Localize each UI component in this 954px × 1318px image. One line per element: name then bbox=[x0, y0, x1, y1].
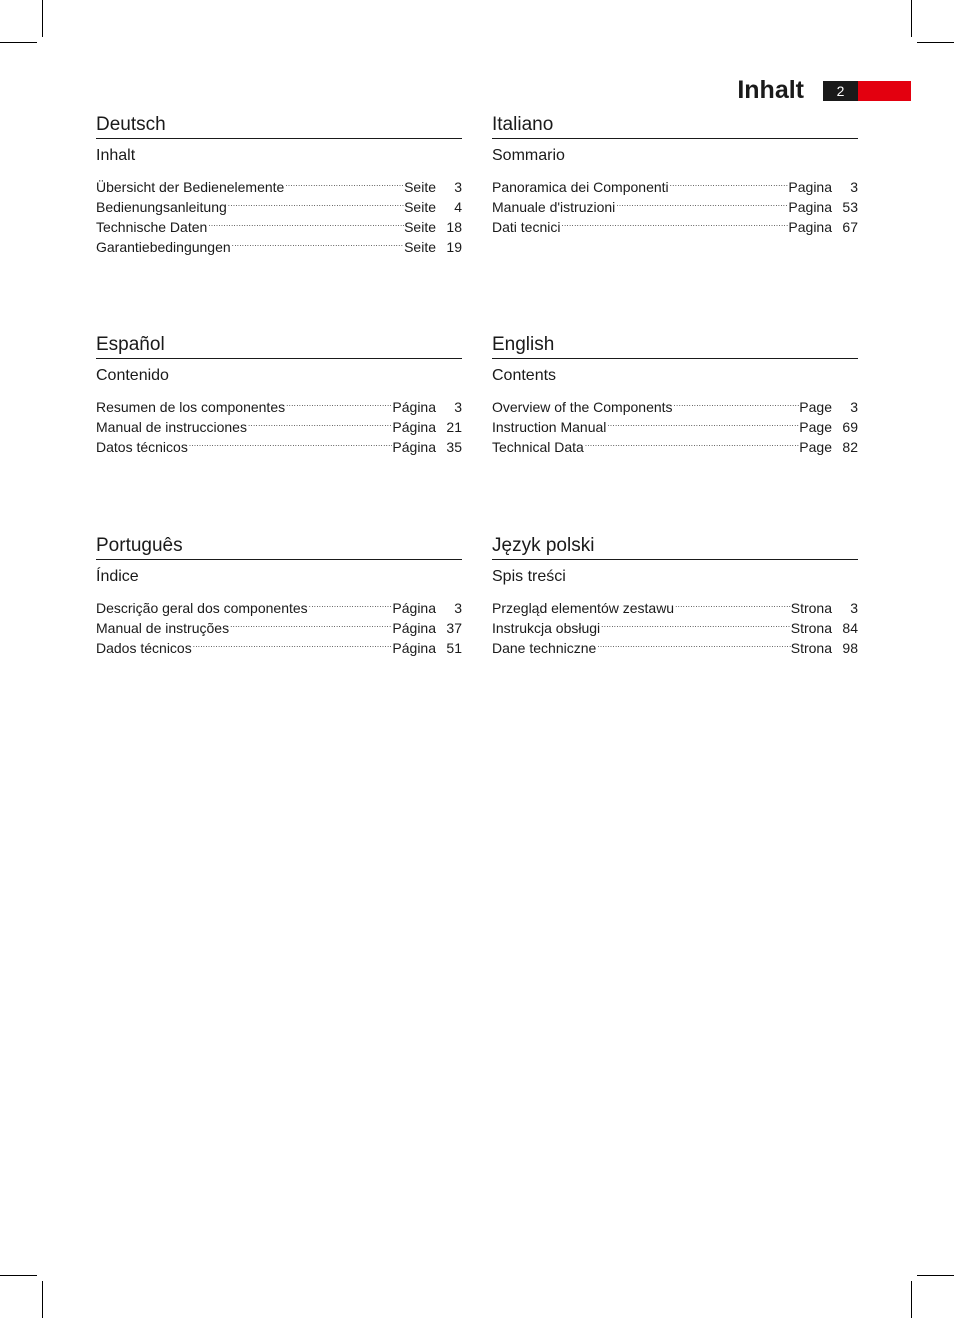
toc-page-number: 35 bbox=[446, 439, 462, 455]
toc-page-number: 19 bbox=[446, 239, 462, 255]
section-espanol bbox=[96, 333, 462, 455]
section-language: English bbox=[492, 333, 858, 359]
toc-leader bbox=[285, 392, 392, 412]
section-language: Deutsch bbox=[96, 113, 462, 139]
toc-entry[interactable] bbox=[96, 172, 462, 195]
toc-page-number: 53 bbox=[842, 199, 858, 215]
toc-label: Technical Data bbox=[492, 439, 584, 455]
toc-leader bbox=[600, 613, 791, 633]
toc-page-word: Strona bbox=[790, 620, 832, 636]
toc-label: Dati tecnici bbox=[492, 219, 561, 235]
crop-mark bbox=[917, 1275, 954, 1276]
crop-mark bbox=[42, 1281, 43, 1318]
toc-leader bbox=[308, 593, 393, 613]
toc-page-word: Page bbox=[799, 399, 832, 415]
toc-label: Instrukcja obsługi bbox=[492, 620, 601, 636]
toc-leader bbox=[606, 412, 799, 432]
section-language: Español bbox=[96, 333, 462, 359]
toc-page-word: Page bbox=[799, 419, 832, 435]
toc-entry[interactable] bbox=[96, 392, 462, 415]
toc-page-word: Strona bbox=[790, 640, 832, 656]
section-language: Italiano bbox=[492, 113, 858, 139]
section-portugues bbox=[96, 534, 462, 656]
toc-label: Bedienungsanleitung bbox=[96, 199, 227, 215]
toc-label: Übersicht der Bedienelemente bbox=[96, 179, 285, 195]
section-subtitle: Spis treści bbox=[492, 568, 566, 585]
toc-leader bbox=[560, 212, 788, 232]
toc-page-number: 51 bbox=[446, 640, 462, 656]
toc-label: Manual de instruções bbox=[96, 620, 230, 636]
toc-label: Przegląd elementów zestawu bbox=[492, 600, 675, 616]
toc-page-number: 67 bbox=[842, 219, 858, 235]
toc-leader bbox=[247, 412, 392, 432]
toc-page-word: Page bbox=[799, 439, 832, 455]
toc-label: Overview of the Components bbox=[492, 399, 673, 415]
toc-entry[interactable] bbox=[492, 172, 858, 195]
toc-page-number: 3 bbox=[454, 179, 462, 195]
toc-page-number: 18 bbox=[446, 219, 462, 235]
toc-leader bbox=[284, 172, 404, 192]
toc-label: Manuale d'istruzioni bbox=[492, 199, 616, 215]
toc-page-word: Seite bbox=[404, 179, 436, 195]
toc-leader bbox=[596, 633, 790, 653]
toc-leader bbox=[188, 432, 393, 452]
toc-leader bbox=[227, 192, 404, 212]
toc-page-number: 21 bbox=[446, 419, 462, 435]
toc-label: Dane techniczne bbox=[492, 640, 597, 656]
toc-leader bbox=[674, 593, 791, 613]
toc-page-word: Página bbox=[392, 600, 436, 616]
section-subtitle: Sommario bbox=[492, 147, 565, 164]
toc-label: Garantiebedingungen bbox=[96, 239, 231, 255]
toc-page-number: 98 bbox=[842, 640, 858, 656]
toc-page-number: 3 bbox=[850, 179, 858, 195]
toc-leader bbox=[231, 232, 404, 252]
crop-mark bbox=[911, 0, 912, 37]
section-english bbox=[492, 333, 858, 455]
toc-page-word: Seite bbox=[404, 219, 436, 235]
toc-page-number: 4 bbox=[454, 199, 462, 215]
toc-entry[interactable] bbox=[492, 593, 858, 616]
accent-bar bbox=[858, 81, 911, 101]
toc-page-word: Página bbox=[392, 640, 436, 656]
toc-page-word: Seite bbox=[404, 199, 436, 215]
toc-leader bbox=[207, 212, 404, 232]
toc-entry[interactable] bbox=[492, 392, 858, 415]
toc-leader bbox=[229, 613, 392, 633]
toc-page-word: Página bbox=[392, 419, 436, 435]
section-subtitle: Contents bbox=[492, 367, 557, 384]
toc-page-word: Pagina bbox=[788, 179, 832, 195]
section-italiano bbox=[492, 113, 858, 235]
toc-page-word: Strona bbox=[790, 600, 832, 616]
toc-page-number: 69 bbox=[842, 419, 858, 435]
toc-page-word: Página bbox=[392, 439, 436, 455]
toc-leader bbox=[584, 432, 799, 452]
toc-label: Manual de instrucciones bbox=[96, 419, 247, 435]
section-subtitle: Contenido bbox=[96, 367, 169, 384]
crop-mark bbox=[42, 0, 43, 37]
toc-label: Resumen de los componentes bbox=[96, 399, 286, 415]
toc-leader bbox=[673, 392, 800, 412]
toc-leader bbox=[192, 633, 393, 653]
toc-label: Descrição geral dos componentes bbox=[96, 600, 308, 616]
section-language: Język polski bbox=[492, 534, 858, 560]
crop-mark bbox=[0, 1275, 37, 1276]
page-title: Inhalt bbox=[737, 76, 804, 104]
section-subtitle: Índice bbox=[96, 568, 139, 585]
toc-page-number: 82 bbox=[842, 439, 858, 455]
toc-page-number: 3 bbox=[850, 600, 858, 616]
section-polski bbox=[492, 534, 858, 656]
toc-page-word: Seite bbox=[404, 239, 436, 255]
toc-page-word: Página bbox=[392, 620, 436, 636]
toc-leader bbox=[669, 172, 789, 192]
section-deutsch bbox=[96, 113, 462, 255]
toc-page-word: Página bbox=[392, 399, 436, 415]
toc-page-number: 37 bbox=[446, 620, 462, 636]
toc-page-number: 3 bbox=[850, 399, 858, 415]
crop-mark bbox=[911, 1281, 912, 1318]
toc-label: Technische Daten bbox=[96, 219, 208, 235]
section-subtitle: Inhalt bbox=[96, 147, 136, 164]
toc-label: Dados técnicos bbox=[96, 640, 192, 656]
toc-page-number: 84 bbox=[842, 620, 858, 636]
toc-page-word: Pagina bbox=[788, 199, 832, 215]
toc-leader bbox=[615, 192, 788, 212]
toc-label: Panoramica dei Componenti bbox=[492, 179, 669, 195]
section-language: Português bbox=[96, 534, 462, 560]
page-number: 2 bbox=[823, 81, 858, 101]
crop-mark bbox=[0, 42, 37, 43]
toc-page-word: Pagina bbox=[788, 219, 832, 235]
toc-label: Datos técnicos bbox=[96, 439, 188, 455]
toc-page-number: 3 bbox=[454, 600, 462, 616]
crop-mark bbox=[917, 42, 954, 43]
toc-label: Instruction Manual bbox=[492, 419, 607, 435]
toc-page-number: 3 bbox=[454, 399, 462, 415]
toc-entry[interactable] bbox=[96, 593, 462, 616]
